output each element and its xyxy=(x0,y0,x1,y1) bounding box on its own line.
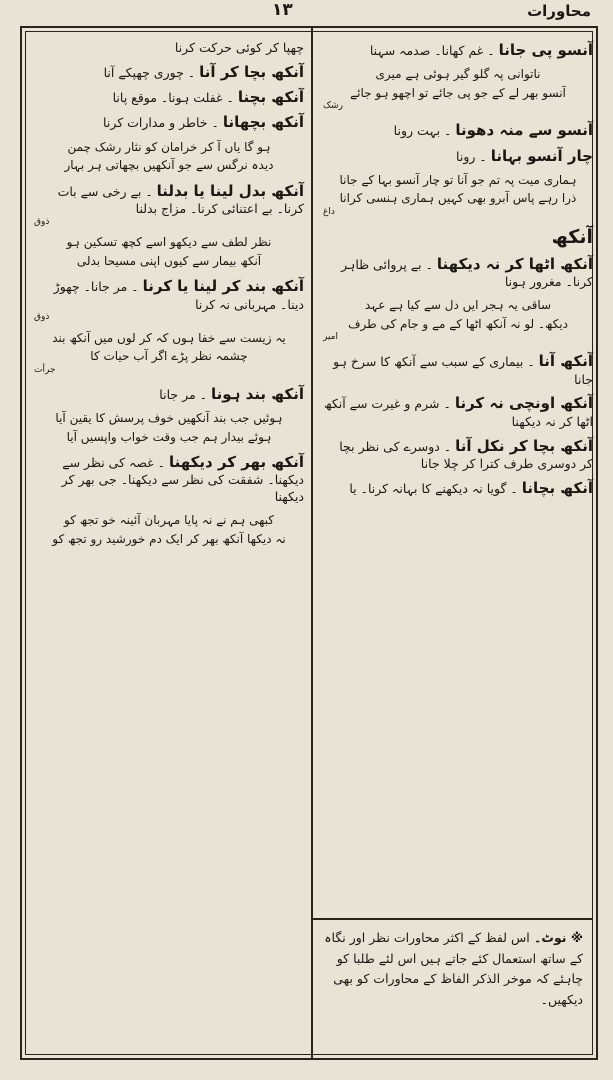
idiom-meaning: دوسرے کی نظر بچا کر دوسری طرف کترا کر چلا جانا xyxy=(339,438,593,471)
idiom-meaning: مر جانا۔ چھوڑ دینا۔ مہربانی نہ کرنا xyxy=(53,279,304,312)
idiom-entry: آنکھ اونچی نہ کرنا ۔ شرم و غیرت سے آنکھ اٹھا کر نہ دیکھنا xyxy=(323,394,593,429)
verse-couplet xyxy=(34,511,304,548)
idiom-entry: آنسو سے منہ دھونا ۔ بہت رونا xyxy=(393,121,593,140)
idiom-entry: آنکھ بچھانا ۔ خاطر و مدارات کرنا xyxy=(103,113,304,132)
verse-line: ہوئے بیدار ہم جب وقت خواب واپسیں آیا xyxy=(66,429,272,444)
idiom-headword: آنکھ بچا کر آنا xyxy=(199,62,304,81)
footnote-box xyxy=(312,918,593,1058)
verse-couplet xyxy=(34,409,304,446)
verse-line: ناتوانی پہ گلو گیر ہوئی ہے میری xyxy=(375,67,541,82)
verse-line: یہ زیست سے خفا ہوں کہ کر لوں میں آنکھ بند xyxy=(52,330,286,345)
idiom-headword: آنکھ بچانا xyxy=(521,478,593,497)
page-number: ۱۳ xyxy=(272,0,293,20)
idiom-entry: آنکھ بند ہونا ۔ مر جانا xyxy=(159,384,304,403)
verse-line: دیدہ نرگس سے جو آنکھیں بچھاتی ہر بہار xyxy=(64,158,274,173)
idiom-entry: آنکھ بچا کر نکل آنا ۔ دوسرے کی نظر بچا کر دوسری طرف کترا کر چلا جانا xyxy=(339,436,593,471)
verse-line: ذرا رہے پاس آبرو بھی کہیں ہماری ہنسی کرانا xyxy=(339,191,577,206)
verse-line: ہماری میت پہ تم جو آنا تو چار آنسو بہا کے جانا xyxy=(339,172,577,187)
idiom-entry: آنکھ بھر کر دیکھنا ۔ غصہ کی نظر سے دیکھنا۔ شفقت کی نظر سے دیکھنا۔ جی بھر کر دیکھنا xyxy=(61,453,304,505)
idiom-headword: آنسو سے منہ دھونا xyxy=(455,121,593,140)
idiom-meaning: بہت رونا xyxy=(393,123,441,139)
verse-line: کبھی ہم نے نہ پایا مہربان آئینہ خو تجھ کو xyxy=(64,513,274,528)
verse-couplet xyxy=(323,171,593,220)
idiom-meaning: گویا نہ دیکھنے کا بہانہ کرنا۔ یا xyxy=(349,480,507,496)
note-label-text: نوٹ xyxy=(541,930,567,945)
verse-line: آنسو بھر لے کے جو پی جائے تو اچھو ہو جائے xyxy=(350,85,566,100)
idiom-entry: آنکھ آنا ۔ بیماری کے سبب سے آنکھ کا سرخ ہو جانا xyxy=(333,352,593,387)
idiom-meaning: شرم و غیرت سے آنکھ اٹھا کر نہ دیکھنا xyxy=(323,396,593,429)
verse-couplet xyxy=(34,329,304,378)
idiom-headword: آنکھ اونچی نہ کرنا xyxy=(454,394,593,413)
poet-name: امیر xyxy=(323,332,339,343)
page-frame xyxy=(20,26,598,1060)
idiom-entry: آنکھ بدل لینا یا بدلنا ۔ بے رخی سے بات کرنا۔ بے اعتنائی کرنا۔ مزاج بدلنا ذوق xyxy=(34,181,304,227)
idiom-headword: آنکھ آنا xyxy=(538,352,593,371)
idiom-meaning: رونا xyxy=(456,148,476,164)
idiom-headword: چار آنسو بہانا xyxy=(490,146,593,165)
idiom-headword: آنکھ اٹھا کر نہ دیکھنا xyxy=(436,255,593,273)
verse-line: ہو گا یاں آ کر خرامان کو نثار رشک چمن xyxy=(67,139,271,154)
verse-couplet xyxy=(323,296,593,345)
verse-line: آنکھ بیمار سے کیوں اپنی مسیحا بدلی xyxy=(76,253,262,268)
idiom-entry xyxy=(34,40,304,57)
idiom-meaning: چھپا کر کوئی حرکت کرنا xyxy=(174,40,304,55)
left-column xyxy=(34,40,304,554)
verse-line: ہوئیں جب بند آنکھیں خوف پرسش کا یقین آیا xyxy=(55,410,283,425)
idiom-meaning: بے رخی سے بات کرنا۔ بے اعتنائی کرنا۔ مزاج بدلنا xyxy=(57,183,304,217)
verse-line: نظر لطف سے دیکھو اسے کچھ تسکین ہو xyxy=(66,235,272,250)
idiom-meaning: چوری چھپکے آنا xyxy=(103,64,184,80)
poet-name: داغ xyxy=(323,207,335,218)
idiom-headword: آنکھ بدل لینا یا بدلنا xyxy=(156,181,304,200)
verse-couplet xyxy=(34,138,304,175)
right-column xyxy=(323,40,593,503)
idiom-headword: آنکھ بچھانا xyxy=(222,113,304,132)
note-text: اس لفظ کے اکثر محاورات نظر اور نگاہ کے ساتھ استعمال کئے جاتے ہیں اس لئے طلبا کو چاہئے کہ موخر الذکر الفاظ کے محاورات کو بھی دیکھیں۔ xyxy=(324,930,583,1007)
verse-line: دیکھ۔ لو نہ آنکھ اٹھا کے مے و جام کی طرف xyxy=(348,316,568,331)
note-label: ※ نوٹ۔ xyxy=(529,930,583,945)
idiom-meaning: بے پروائی ظاہر کرنا۔ مغرور ہونا xyxy=(341,257,593,290)
poet-name: جرأت xyxy=(34,364,56,375)
idiom-entry: آنکھ بند کر لینا یا کرنا ۔ مر جانا۔ چھوڑ دینا۔ مہربانی نہ کرنا ذوق xyxy=(34,277,304,323)
idiom-meaning: غم کھانا۔ صدمہ سہنا xyxy=(369,43,484,58)
idiom-entry: آنکھ بچنا ۔ غفلت ہونا۔ موقع پانا xyxy=(112,88,304,107)
idiom-headword: آنکھ بچنا xyxy=(237,88,304,107)
idiom-headword: آنسو پی جانا xyxy=(498,41,593,59)
idiom-meaning: خاطر و مدارات کرنا xyxy=(103,115,208,131)
page-header xyxy=(0,0,613,26)
section-heading: آنکھ xyxy=(551,226,593,248)
idiom-entry: آنسو پی جانا ۔ غم کھانا۔ صدمہ سہنا xyxy=(369,41,593,59)
idiom-entry: آنکھ اٹھا کر نہ دیکھنا ۔ بے پروائی ظاہر کرنا۔ مغرور ہونا xyxy=(341,255,593,290)
idiom-meaning: غفلت ہونا۔ موقع پانا xyxy=(112,90,223,106)
idiom-entry: چار آنسو بہانا ۔ رونا xyxy=(456,146,593,165)
idiom-headword: آنکھ بند کر لینا یا کرنا xyxy=(142,277,304,296)
idiom-entry: آنکھ بچانا ۔ گویا نہ دیکھنے کا بہانہ کرنا۔ یا xyxy=(349,478,593,497)
verse-couplet xyxy=(34,233,304,270)
idiom-headword: آنکھ بند ہونا xyxy=(210,384,304,403)
idiom-headword: آنکھ بھر کر دیکھنا xyxy=(169,453,304,472)
poet-name: ذوق xyxy=(34,216,50,227)
idiom-meaning: مر جانا xyxy=(159,386,196,402)
poet-name: رشک xyxy=(323,101,343,112)
idiom-meaning: غصہ کی نظر سے دیکھنا۔ شفقت کی نظر سے دیکھنا۔ جی بھر کر دیکھنا xyxy=(61,455,304,505)
verse-line: چشمہ نظر پڑے اگر آب حیات کا xyxy=(90,349,248,364)
verse-couplet xyxy=(323,65,593,114)
verse-line: نہ دیکھا آنکھ بھر کر ایک دم خورشید رو تجھ کو xyxy=(52,531,286,546)
idiom-entry: آنکھ بچا کر آنا ۔ چوری چھپکے آنا xyxy=(103,62,304,81)
column-divider xyxy=(311,28,313,1058)
poet-name: ذوق xyxy=(34,312,50,323)
idiom-meaning: بیماری کے سبب سے آنکھ کا سرخ ہو جانا xyxy=(333,354,593,387)
idiom-headword: آنکھ بچا کر نکل آنا xyxy=(455,436,593,455)
verse-line: ساقی یہ ہجر ایں دل سے کیا ہے عہد xyxy=(364,298,552,313)
running-title: محاورات xyxy=(527,2,591,20)
